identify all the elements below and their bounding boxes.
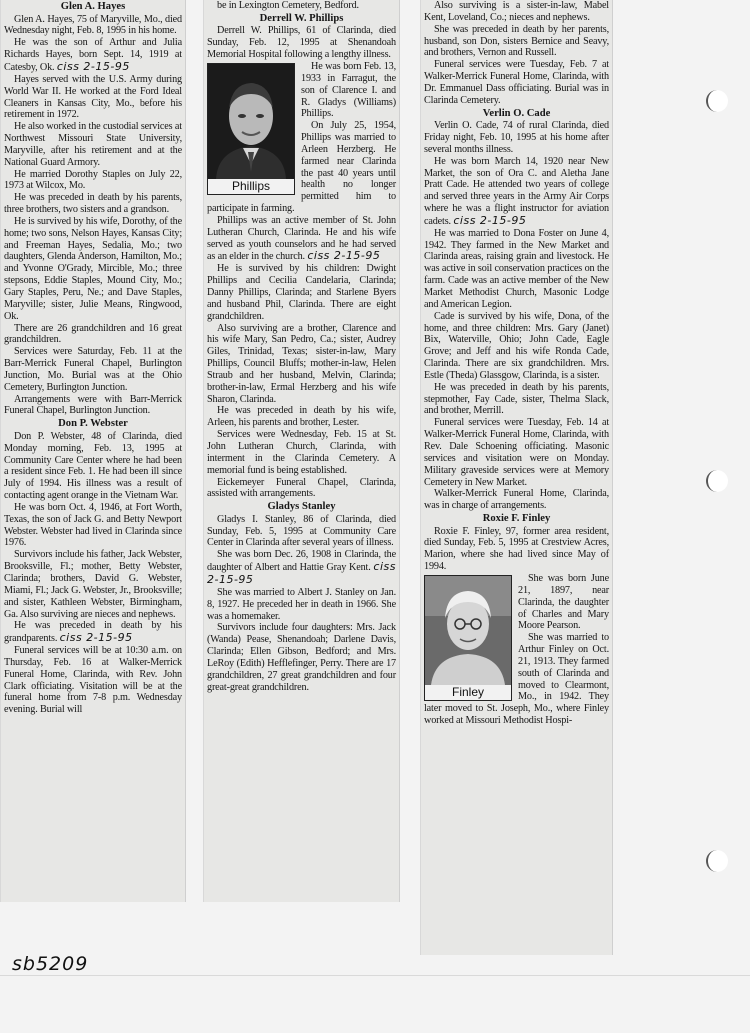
paragraph: Services were Wednesday, Feb. 15 at St. John Lutheran Church, Clarinda, with interment in the Clarinda Cemetery. A memorial fund is being established.: [207, 429, 396, 476]
paragraph: He was the son of Arthur and Julia Richards Hayes, born Sept. 14, 1919 at Catesby, Ok. ciss 2-15-95: [4, 37, 182, 73]
paragraph: Verlin O. Cade, 74 of rural Clarinda, died Friday night, Feb. 10, 1995 at his home after several months illness.: [424, 120, 609, 155]
paragraph: He also worked in the custodial services at Northwest Missouri State University, Maryville, after his retirement and at the National Guard Armory.: [4, 121, 182, 168]
paragraph: Roxie F. Finley, 97, former area resident, died Sunday, Feb. 5, 1995 at Crestview Acres, Marion, where she had lived since May of 1994.: [424, 525, 609, 573]
paragraph: He married Dorothy Staples on July 22, 1973 at Wilcox, Mo.: [4, 168, 182, 192]
paragraph: Eickemeyer Funeral Chapel, Clarinda, assisted with arrangements.: [207, 476, 396, 500]
paragraph: Hayes served with the U.S. Army during World War II. He worked at the Ford Ideal Cleaners in Kansas City, Mo., before his retirement in 1972.: [4, 73, 182, 121]
paragraph: He was born Oct. 4, 1946, at Fort Worth, Texas, the son of Jack G. and Betty Newport Webster. Webster had lived in Clarinda since 1976.: [4, 501, 182, 549]
paragraph: Services were Saturday, Feb. 11 at the Barr-Merrick Funeral Chapel, Burlington Junction, Mo. Burial was at the Ohio Cemetery, Burlington Junction.: [4, 346, 182, 393]
paragraph: Also surviving is a sister-in-law, Mabel Kent, Loveland, Co.; nieces and nephews.: [424, 0, 609, 23]
obituary-heading-webster: Don P. Webster: [58, 418, 128, 430]
clipping-column-3: [420, 0, 613, 955]
obituary-heading-hayes: Glen A. Hayes: [60, 1, 126, 12]
paragraph: He was born March 14, 1920 near New Market, the son of Ora C. and Aletha Jane Pratt Cade. He attended two years of college and served three years in the Army Air Corps where he was a flight instructor for aviation cadets. ciss 2-15-95: [424, 155, 609, 227]
paragraph: She was married to Albert J. Stanley on Jan. 8, 1927. He preceded her in death in 1966. She was a homemaker.: [207, 586, 396, 622]
portrait-woman-icon: [425, 576, 511, 685]
clipping-column-2: [203, 0, 400, 902]
portrait-photo-phillips: [207, 63, 295, 195]
paragraph: Also surviving are a brother, Clarence and his wife Mary, San Pedro, Ca.; sister, Audrey Giles, Trinidad, Texas; sister-in-law, Mary Phillips, Council Bluffs; mother-in-law, Helen Straub and her husband, Melvin, Clarinda; brother-in-law, Ermal Herzberg and his wife Sharon, Clarinda.: [207, 322, 396, 405]
binder-hole: [706, 90, 728, 112]
paragraph: She was married to Arthur Finley on Oct. 21, 1913. They farmed south of Clarinda and moved to Clearmont, Mo., in 1942. They later moved to St. Joseph, Mo., where Finley worked at Missouri Methodist Hospi-: [424, 632, 609, 727]
paragraph: He is survived by his wife, Dorothy, of the home; two sons, Nelson Hayes, Kansas City; and Freeman Hayes, Sedalia, Mo.; two daughters, Glenda Anderson, Hamilton, Mo.; and Yvonne O'Grady, Mircible, Mo.; three stepsons, Eddie Staples, Mound City, Mo.; Gary Staples, Peru, Ne.; and Dave Staples, Maryville; sister, Julie Means, Ringwood, Ok.: [4, 215, 182, 322]
page-edge-divider: [0, 975, 750, 976]
paragraph: She was born June 21, 1897, near Clarinda, the daughter of Charles and Mary Moore Pearson.: [518, 573, 609, 632]
obituary-heading-cade: Verlin O. Cade: [482, 107, 551, 119]
paragraph: She was preceded in death by her parents, husband, son Don, sisters Bernice and Seavy, and brothers, Vernon and Russell.: [424, 23, 609, 59]
binder-hole: [706, 850, 728, 872]
paragraph: Funeral services were Tuesday, Feb. 14 at Walker-Merrick Funeral Home, Clarinda, with Rev. Dale Schoening officiating. Masonic services and visitation were on Monday. Military graveside services were at Memory Cemetery in New Market.: [424, 417, 609, 488]
paragraph: Phillips was an active member of St. John Lutheran Church, Clarinda. He and his wife served as youth counselors and he had served as an elder in the church. ciss 2-15-95: [207, 214, 396, 263]
paragraph: Cade is survived by his wife, Dona, of the home, and three children: Mrs. Gary (Janet) Bix, Waterville, Ohio; John Cade, Eagle Grove; and Jeff and his wife Ronda Cade, Clarinda. There are six grandchildren. Mrs. Estle (Theda) Glassgow, Clarinda, is a sister.: [424, 310, 609, 381]
handwritten-note: ciss 2-15-95: [207, 560, 396, 586]
clipping-column-1: [0, 0, 186, 902]
paragraph: He was born Feb. 13, 1933 in Farragut, the son of Clarence I. and R. Gladys (Williams) Phillips.: [301, 60, 396, 120]
handwritten-note: ciss 2-15-95: [307, 249, 381, 263]
paragraph: Walker-Merrick Funeral Home, Clarinda, was in charge of arrangements.: [424, 488, 609, 512]
binder-hole: [706, 470, 728, 492]
portrait-photo-finley: [424, 575, 512, 701]
paragraph: Don P. Webster, 48 of Clarinda, died Monday morning, Feb. 13, 1995 at Community Care Center where he had been a resident since Feb. 1. He had been ill since July of 1994. His illness was a result of contacting agent orange in the Vietnam War.: [4, 430, 182, 502]
paragraph: On July 25, 1954, Phillips was married to Arleen Herzberg. He farmed near Clarinda the past 40 years until health no longer permitted him to participate in farming.: [207, 120, 396, 215]
photo-caption: Finley: [425, 685, 511, 700]
handwritten-note: ciss 2-15-95: [453, 213, 527, 227]
paragraph: There are 26 grandchildren and 16 great grandchildren.: [4, 322, 182, 346]
paragraph: He is survived by his children: Dwight Phillips and Cecilia Candelaria, Clarinda; Danny Phillips, Clarinda; and Starlene Byers and husband Phil, Clarinda. There are eight grandchildren.: [207, 263, 396, 322]
paragraph: He was preceded in death by his wife, Arleen, his parents and brother, Lester.: [207, 405, 396, 429]
obituary-heading-stanley: Gladys Stanley: [267, 501, 336, 513]
paragraph: He was preceded in death by his parents, three brothers, two sisters and a grandson.: [4, 192, 182, 216]
paragraph: Funeral services were Tuesday, Feb. 7 at Walker-Merrick Funeral Home, Clarinda, with Dr. Emmanuel Dass officiating. Burial was in Clarinda Cemetery.: [424, 59, 609, 106]
page-reference-note: sb5209: [12, 953, 89, 975]
paragraph: Funeral services will be at 10:30 a.m. on Thursday, Feb. 16 at Walker-Merrick Funeral Home, Clarinda, with Rev. John Clark officiating. Visitation will be at the funeral home from 7-8 p.m. Wednesday evening. Burial will: [4, 645, 182, 716]
paragraph: Survivors include four daughters: Mrs. Jack (Wanda) Pease, Shenandoah; Darlene Davis, Clarinda; Ellen Gibson, Bedford; and Mrs. LeRoy (Edith) Hefflefinger, Perry. There are 17 grandchildren, 27 great grandchildren and four great-great grandchildren.: [207, 622, 396, 693]
paragraph: He was married to Dona Foster on June 4, 1942. They farmed in the New Market and Clarinda areas, raising grain and livestock. He was active in soil conservation practices on the farm. Cade was an active member of the New Market Methodist Church, Masonic Lodge and American Legion.: [424, 227, 609, 310]
photo-caption: Phillips: [208, 179, 294, 194]
paragraph: He was preceded in death by his grandparents. ciss 2-15-95: [4, 620, 182, 645]
obituary-heading-phillips: Derrell W. Phillips: [259, 12, 344, 24]
paragraph: Gladys I. Stanley, 86 of Clarinda, died Sunday, Feb. 5, 1995 at Community Care Center in Clarinda after several years of illness.: [207, 513, 396, 549]
handwritten-note: ciss 2-15-95: [59, 631, 133, 645]
paragraph: Arrangements were with Barr-Merrick Funeral Chapel, Burlington Junction.: [4, 393, 182, 417]
paragraph: Glen A. Hayes, 75 of Maryville, Mo., died Wednesday night, Feb. 8, 1995 in his home.: [4, 13, 182, 37]
paragraph: She was born Dec. 26, 1908 in Clarinda, the daughter of Albert and Hattie Gray Kent. ciss 2-15-95: [207, 549, 396, 586]
paragraph: Derrell W. Phillips, 61 of Clarinda, died Sunday, Feb. 12, 1995 at Shenandoah Memorial Hospital following a lengthy illness.: [207, 25, 396, 61]
paragraph: be in Lexington Cemetery, Bedford.: [217, 0, 359, 11]
obituary-heading-finley: Roxie F. Finley: [482, 513, 551, 525]
paragraph: He was preceded in death by his parents, stepmother, Fay Cade, sister, Thelma Slack, and brother, Merrill.: [424, 381, 609, 417]
paragraph: Survivors include his father, Jack Webster, Brooksville, Fl.; mother, Betty Webster, Clarinda; brothers, David G. Webster, Miami, Fl.; Jack G. Webster, Jr., Brooksville; and sister, Kathleen Webster, Birmingham, Ga. Also surviving are nieces and nephews.: [4, 549, 182, 620]
handwritten-note: ciss 2-15-95: [56, 59, 130, 73]
portrait-man-icon: [208, 64, 294, 179]
